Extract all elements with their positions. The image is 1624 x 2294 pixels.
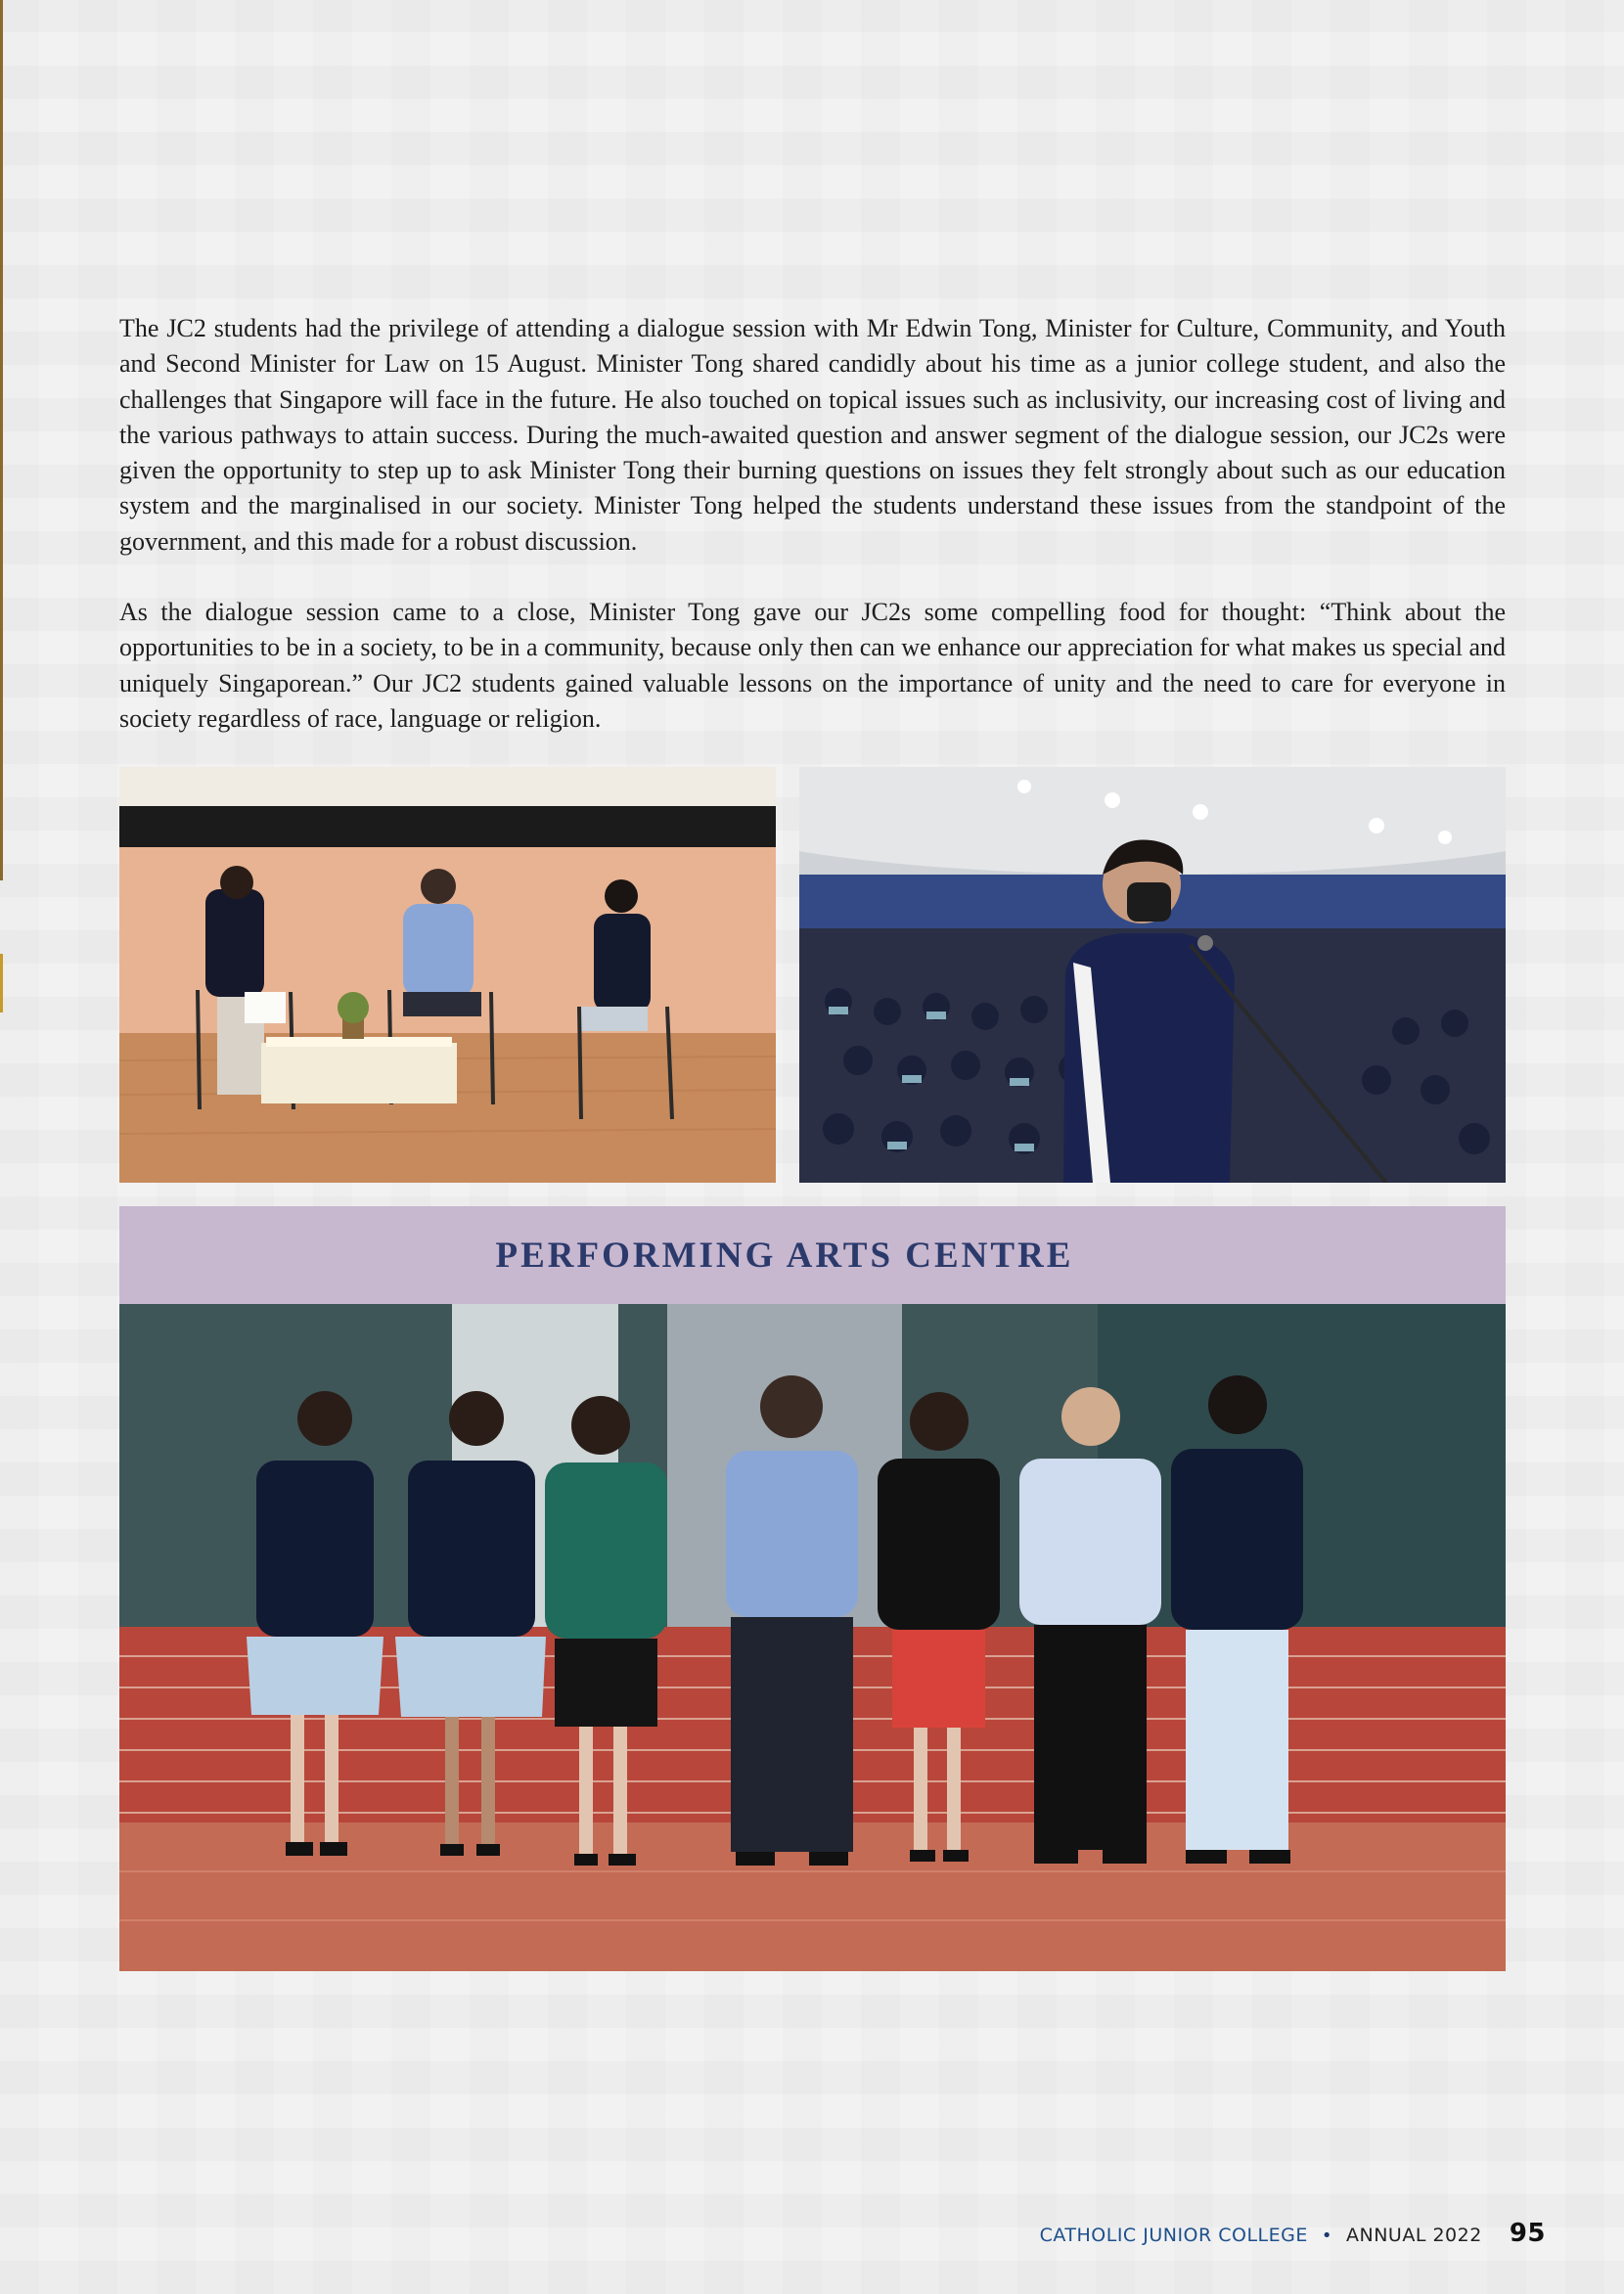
photo-group-performing-arts-centre xyxy=(119,1206,1506,1971)
page-edge-accent xyxy=(0,954,3,1012)
article-body xyxy=(119,311,1506,772)
footer-college-name: CATHOLIC JUNIOR COLLEGE xyxy=(1039,2225,1308,2246)
photo-dialogue-panel xyxy=(119,767,776,1183)
sign-text: PERFORMING ARTS CENTRE xyxy=(495,1236,1074,1276)
page-edge-bar xyxy=(0,0,3,880)
paragraph-1: The JC2 students had the privilege of attending a dialogue session with Mr Edwin Tong, Minister for Culture, Community, and Youth and Second Minister for Law on 15 August. Minister Tong shared candidly about his time as a junior college student, and also the challenges that Singapore will face in the future. He also touched on topical issues such as inclusivity, our increasing cost of living and the various pathways to attain success. During the much-awaited question and answer segment of the dialogue session, our JC2s were given the opportunity to step up to ask Minister Tong their burning questions on issues they felt strongly about such as our education system and the marginalised in our society. Minister Tong helped the students understand these issues from the standpoint of the government, and this made for a robust discussion. xyxy=(119,314,1506,556)
footer-annual-label: ANNUAL 2022 xyxy=(1346,2225,1482,2246)
page-footer xyxy=(1040,2219,1546,2248)
page-number: 95 xyxy=(1509,2219,1546,2248)
paragraph-2: As the dialogue session came to a close, Minister Tong gave our JC2s some compelling food for thought: “Think about the opportunities to be in a society, to be in a community, because only then can we enhance our appreciation for what makes us special and uniquely Singaporean.” Our JC2 students gained valuable lessons on the importance of unity and the need to care for everyone in society regardless of race, language or religion. xyxy=(119,598,1506,733)
photo-student-question xyxy=(799,767,1506,1183)
footer-separator: • xyxy=(1321,2226,1332,2246)
